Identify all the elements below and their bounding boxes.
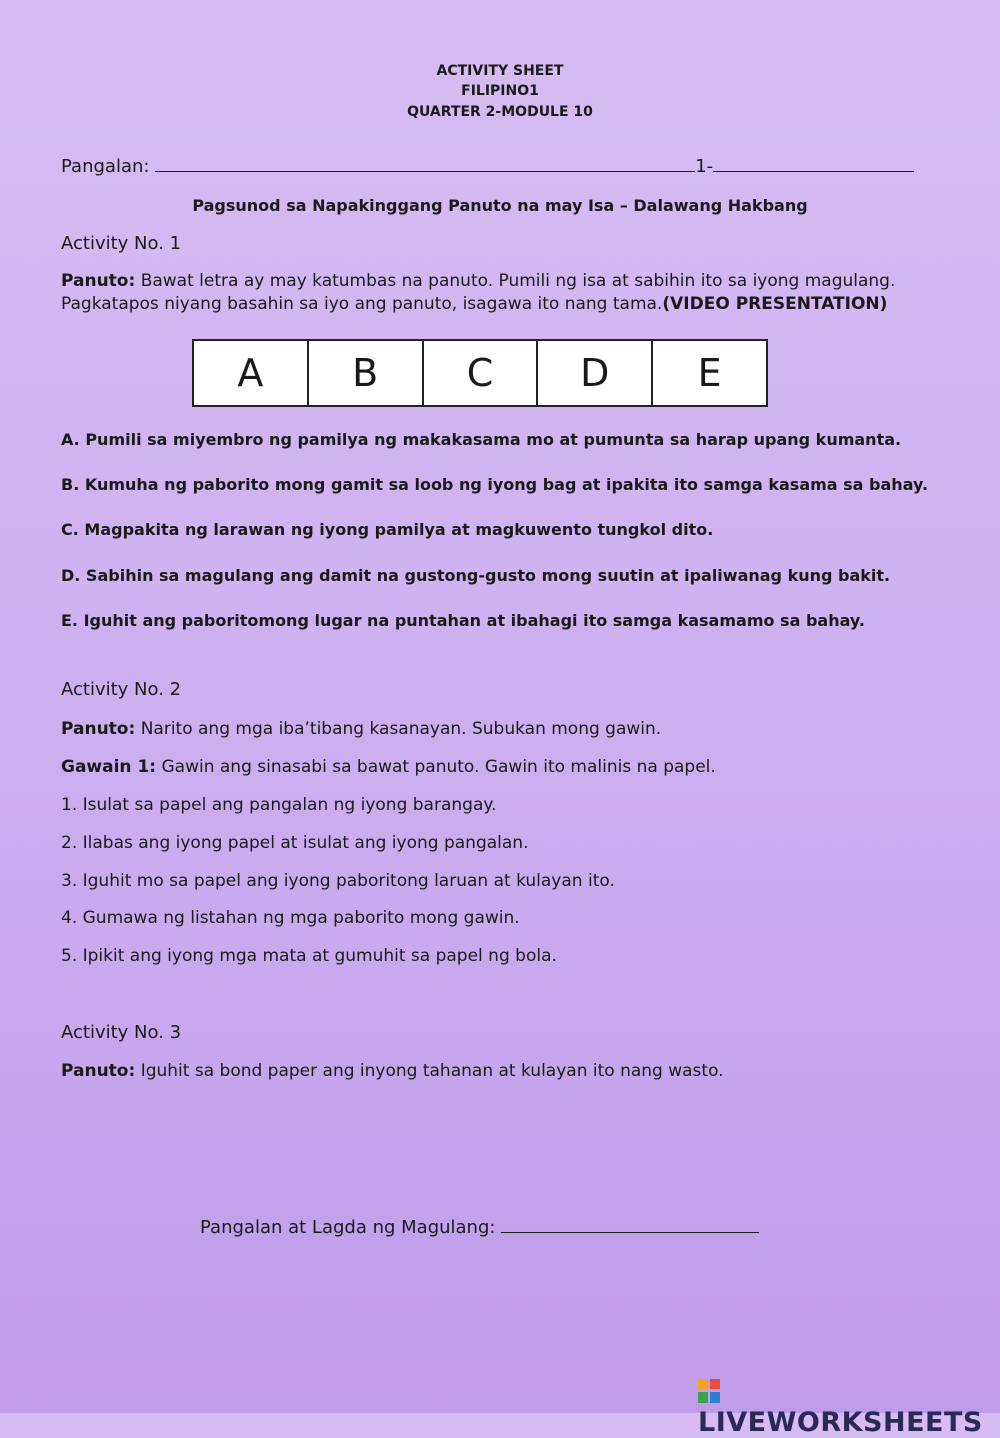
activity3-panuto-label: Panuto:	[61, 1061, 136, 1081]
liveworksheets-icon	[698, 1379, 720, 1403]
activity2-item-2: 2. Ilabas ang iyong papel at isulat ang iyong pangalan.	[61, 833, 529, 853]
name-row	[61, 156, 914, 177]
letter-cell-c: C	[423, 340, 538, 406]
activity1-panuto-text2: Pagkatapos niyang basahin sa iyo ang panuto, isagawa ito nang tama.	[61, 294, 663, 314]
header-title: ACTIVITY SHEET	[436, 63, 564, 79]
header-module: QUARTER 2-MODULE 10	[407, 104, 593, 120]
activity1-item-b: B. Kumuha ng paborito mong gamit sa loob ng iyong bag at ipakita ito samga kasama sa bahay.	[61, 475, 929, 494]
activity2-gawain	[61, 757, 716, 777]
liveworksheets-text: LIVEWORKSHEETS	[698, 1407, 983, 1438]
activity2-panuto	[61, 719, 661, 739]
activity1-item-c: C. Magpakita ng larawan ng iyong pamilya at magkuwento tungkol dito.	[61, 520, 714, 539]
activity2-item-4: 4. Gumawa ng listahan ng mga paborito mong gawin.	[61, 908, 520, 928]
activity2-panuto-label: Panuto:	[61, 719, 136, 739]
activity1-panuto-label: Panuto:	[61, 271, 136, 291]
activity3-title: Activity No. 3	[61, 1022, 182, 1043]
activity1-panuto-line2	[61, 294, 887, 314]
letter-cell-d: D	[537, 340, 652, 406]
signature-label: Pangalan at Lagda ng Magulang:	[200, 1217, 496, 1238]
activity2-gawain-text: Gawin ang sinasabi sa bawat panuto. Gawin ito malinis na papel.	[156, 757, 716, 777]
header-subject: FILIPINO1	[461, 83, 539, 99]
activity2-item-5: 5. Ipikit ang iyong mga mata at gumuhit sa papel ng bola.	[61, 946, 557, 966]
section-prefix: 1-	[695, 156, 714, 177]
letter-table	[192, 339, 768, 407]
activity2-gawain-label: Gawain 1:	[61, 757, 157, 777]
letter-cell-b: B	[308, 340, 423, 406]
activity1-panuto-emph: (VIDEO PRESENTATION)	[662, 294, 888, 314]
activity2-item-1: 1. Isulat sa papel ang pangalan ng iyong barangay.	[61, 795, 497, 815]
section-line[interactable]	[713, 170, 914, 172]
activity1-title: Activity No. 1	[61, 233, 182, 254]
activity3-panuto-text: Iguhit sa bond paper ang inyong tahanan at kulayan ito nang wasto.	[135, 1061, 724, 1081]
activity1-item-d: D. Sabihin sa magulang ang damit na gustong-gusto mong suutin at ipaliwanag kung bakit.	[61, 566, 891, 585]
activity3-panuto	[61, 1061, 724, 1081]
activity1-item-e: E. Iguhit ang paboritomong lugar na puntahan at ibahagi ito samga kasamamo sa bahay.	[61, 611, 865, 630]
activity1-panuto-line1	[61, 271, 895, 291]
name-line[interactable]	[155, 170, 695, 172]
letter-cell-a: A	[193, 340, 308, 406]
lesson-title: Pagsunod sa Napakinggang Panuto na may Isa – Dalawang Hakbang	[192, 196, 808, 215]
activity2-title: Activity No. 2	[61, 679, 182, 700]
activity1-panuto-text1: Bawat letra ay may katumbas na panuto. Pumili ng isa at sabihin ito sa iyong magulang.	[135, 271, 896, 291]
letter-cell-e: E	[652, 340, 767, 406]
liveworksheets-logo	[698, 1376, 1000, 1438]
signature-row	[200, 1217, 759, 1238]
activity2-panuto-text: Narito ang mga iba’tibang kasanayan. Subukan mong gawin.	[135, 719, 662, 739]
name-label: Pangalan:	[61, 156, 150, 177]
activity1-item-a: A. Pumili sa miyembro ng pamilya ng makakasama mo at pumunta sa harap upang kumanta.	[61, 430, 902, 449]
activity2-item-3: 3. Iguhit mo sa papel ang iyong paboritong laruan at kulayan ito.	[61, 871, 615, 891]
signature-line[interactable]	[501, 1231, 759, 1233]
